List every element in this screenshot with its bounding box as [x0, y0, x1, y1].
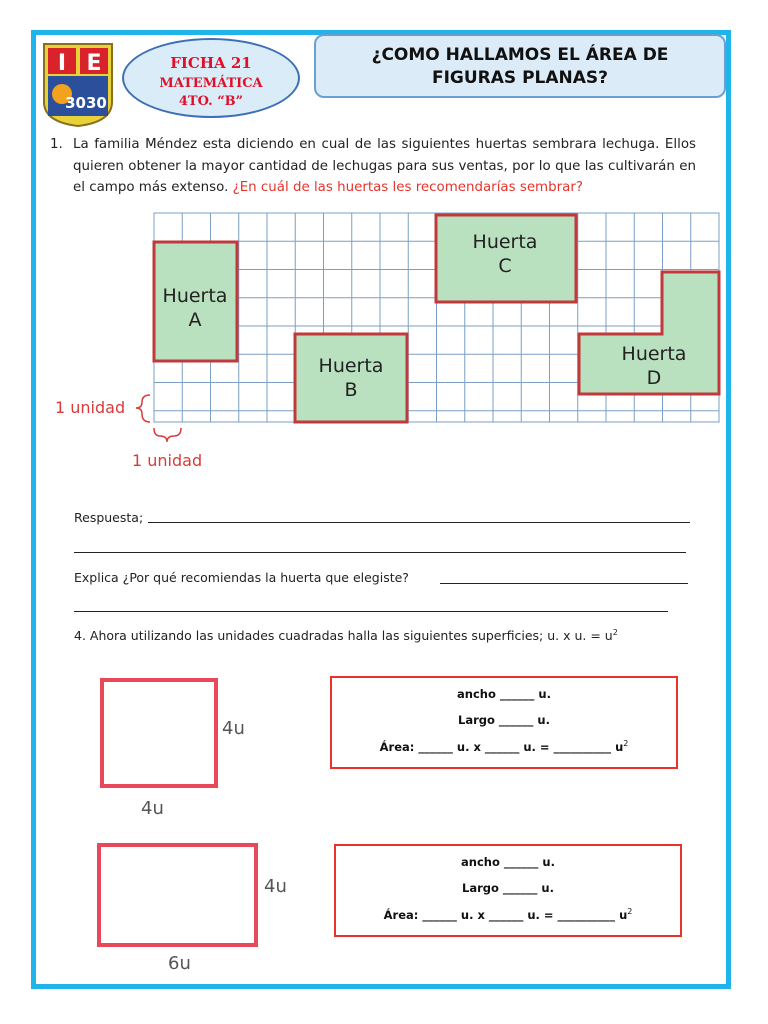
title-line-1: ¿COMO HALLAMOS EL ÁREA DE — [371, 45, 669, 65]
largo-row-2[interactable]: Largo ______ u. — [462, 881, 554, 895]
huerta-b — [295, 334, 407, 422]
question-1-text: La familia Méndez esta diciendo en cual de las siguientes huertas sembrara lechuga. Ellos quieren obtener la mayor cantidad de lechugas para sus ventas, por lo que las cultivarán en el campo más extenso. — [73, 137, 696, 195]
answer-box-1 — [330, 676, 678, 769]
area-row-2-text: Área: ______ u. x ______ u. = __________ u — [383, 907, 628, 922]
area-row-2[interactable] — [336, 907, 680, 922]
huerta-b-label-2: B — [344, 379, 358, 401]
huerta-a-label-2: A — [188, 309, 202, 331]
area-row-1-exponent: 2 — [623, 739, 629, 748]
huerta-a-label-1: Huerta — [162, 285, 228, 307]
area-row-2-exponent: 2 — [627, 907, 633, 916]
huertas-grid — [0, 0, 768, 480]
unit-label-horizontal: 1 unidad — [132, 451, 203, 470]
explica-label: Explica ¿Por qué recomiendas la huerta que elegiste? — [74, 570, 409, 585]
huerta-c-label-1: Huerta — [472, 231, 538, 253]
question-4-text: 4. Ahora utilizando las unidades cuadradas halla las siguientes superficies; u. x u. = u — [74, 628, 613, 644]
logo-letter-e: E — [86, 51, 102, 76]
ficha-number: FICHA 21 — [170, 54, 252, 72]
logo-number: 3030 — [65, 94, 107, 112]
ficha-grade: 4TO. “B” — [178, 94, 244, 109]
figure-2-height: 4u — [264, 876, 287, 897]
title-line-2: FIGURAS PLANAS? — [431, 68, 609, 88]
huerta-d-label-1: Huerta — [621, 343, 687, 365]
figure-1-width: 4u — [141, 798, 164, 819]
square-figure-1 — [100, 678, 218, 788]
question-4-exponent: 2 — [612, 628, 618, 637]
explica-line-1[interactable] — [440, 583, 688, 584]
logo-letter-i: I — [57, 51, 67, 76]
figure-1-height: 4u — [222, 718, 245, 739]
question-4 — [74, 628, 618, 643]
unit-bracket-horizontal — [154, 428, 181, 442]
respuesta-line-2[interactable] — [74, 552, 686, 553]
huerta-d-label-2: D — [646, 367, 662, 389]
huerta-b-label-1: Huerta — [318, 355, 384, 377]
explica-line-2[interactable] — [74, 611, 668, 612]
question-1-prompt: ¿En cuál de las huertas les recomendarías sembrar? — [232, 180, 583, 195]
answer-box-2 — [334, 844, 682, 937]
rectangle-figure-2 — [97, 843, 258, 947]
respuesta-line-1[interactable] — [148, 522, 690, 523]
ancho-row-1[interactable]: ancho ______ u. — [457, 687, 551, 701]
ficha-subject: MATEMÁTICA — [159, 76, 263, 91]
huerta-c-label-2: C — [498, 255, 512, 277]
respuesta-label: Respuesta; — [74, 510, 144, 525]
question-1-number: 1. — [50, 137, 63, 152]
ancho-row-2[interactable]: ancho ______ u. — [461, 855, 555, 869]
unit-bracket-vertical — [136, 395, 150, 422]
largo-row-1[interactable]: Largo ______ u. — [458, 713, 550, 727]
area-row-1[interactable] — [332, 739, 676, 754]
area-row-1-text: Área: ______ u. x ______ u. = __________ u — [379, 739, 624, 754]
unit-label-vertical: 1 unidad — [55, 398, 126, 417]
figure-2-width: 6u — [168, 953, 191, 974]
